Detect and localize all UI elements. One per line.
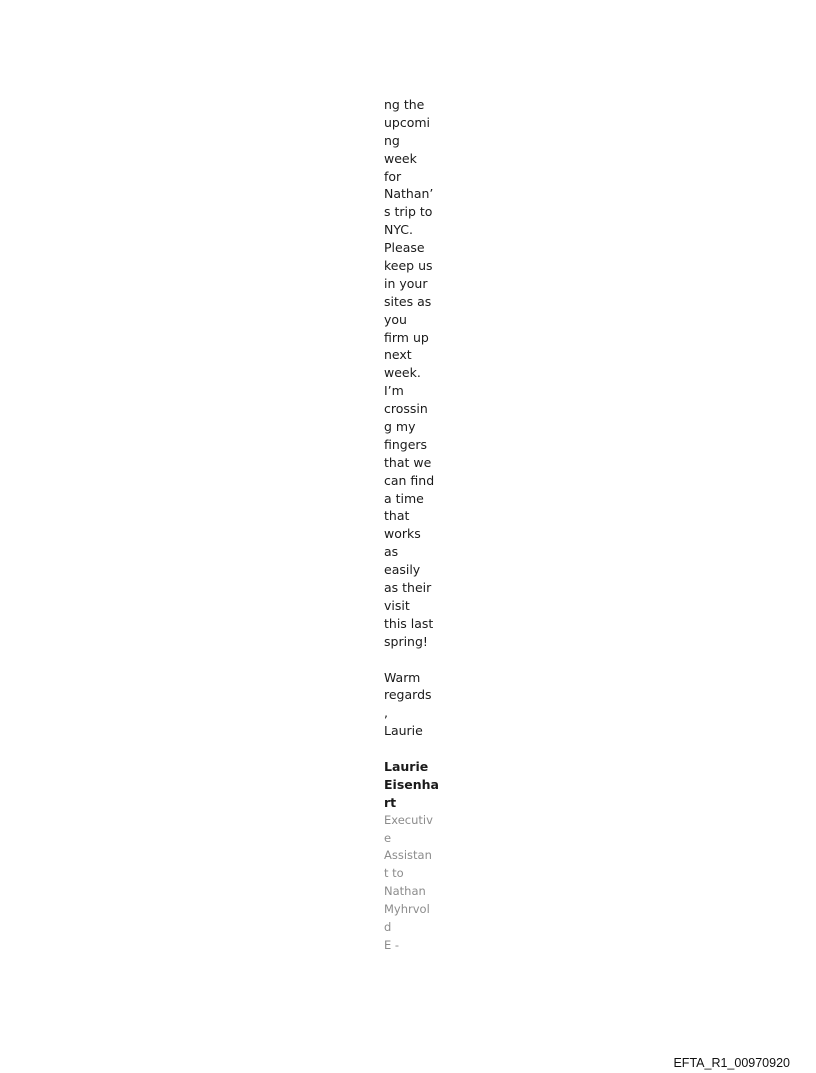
signature-title-line: e bbox=[384, 830, 392, 845]
body-line: NYC. bbox=[384, 222, 414, 238]
body-line: fingers bbox=[384, 436, 428, 452]
body-line: that bbox=[384, 508, 410, 524]
closing-line: Warm bbox=[384, 669, 421, 685]
signature-title-line: E - bbox=[384, 937, 400, 952]
body-line: firm up bbox=[384, 329, 429, 345]
body-line: as bbox=[384, 544, 399, 560]
closing-line: Laurie bbox=[384, 723, 423, 739]
signature-title-line: Nathan bbox=[384, 884, 426, 899]
message-body bbox=[384, 96, 440, 651]
body-line: week bbox=[384, 150, 417, 166]
body-line: spring! bbox=[384, 633, 428, 649]
body-line: you bbox=[384, 311, 407, 327]
body-line: for bbox=[384, 168, 402, 184]
signature-title-line: Executiv bbox=[384, 812, 433, 827]
body-line: s trip to bbox=[384, 204, 433, 220]
body-line: that we bbox=[384, 454, 432, 470]
signature-title-line: t to bbox=[384, 866, 404, 881]
closing-line: , bbox=[384, 705, 388, 721]
body-line: sites as bbox=[384, 293, 432, 309]
signature-name-line: Laurie bbox=[384, 758, 429, 774]
body-line: g my bbox=[384, 419, 416, 435]
body-line: crossin bbox=[384, 401, 428, 417]
body-line: in your bbox=[384, 275, 428, 291]
closing bbox=[384, 669, 440, 741]
paragraph-spacer bbox=[384, 740, 440, 758]
body-line: visit bbox=[384, 597, 410, 613]
email-body-column bbox=[384, 96, 440, 955]
signature-name-line: Eisenha bbox=[384, 776, 439, 792]
body-line: Please bbox=[384, 240, 425, 256]
body-line: keep us bbox=[384, 258, 433, 274]
paragraph-spacer bbox=[384, 651, 440, 669]
document-id: EFTA_R1_00970920 bbox=[673, 1056, 790, 1070]
signature-name-line: rt bbox=[384, 794, 397, 810]
body-line: Nathan’ bbox=[384, 186, 434, 202]
body-line: works bbox=[384, 526, 421, 542]
closing-line: regards bbox=[384, 687, 432, 703]
body-line: upcomi bbox=[384, 114, 431, 130]
body-line: ng bbox=[384, 132, 400, 148]
signature-title-line: Myhrvol bbox=[384, 902, 430, 917]
body-line: this last bbox=[384, 615, 434, 631]
body-line: easily bbox=[384, 562, 421, 578]
body-line: can find bbox=[384, 472, 435, 488]
signature-block bbox=[384, 758, 440, 955]
body-line: ng the bbox=[384, 97, 425, 112]
body-line: week. bbox=[384, 365, 421, 381]
signature-title-line: Assistan bbox=[384, 848, 432, 863]
body-line: I’m bbox=[384, 383, 404, 399]
body-line: next bbox=[384, 347, 412, 363]
body-line: as their bbox=[384, 580, 432, 596]
signature-title-line: d bbox=[384, 919, 392, 934]
body-line: a time bbox=[384, 490, 424, 506]
